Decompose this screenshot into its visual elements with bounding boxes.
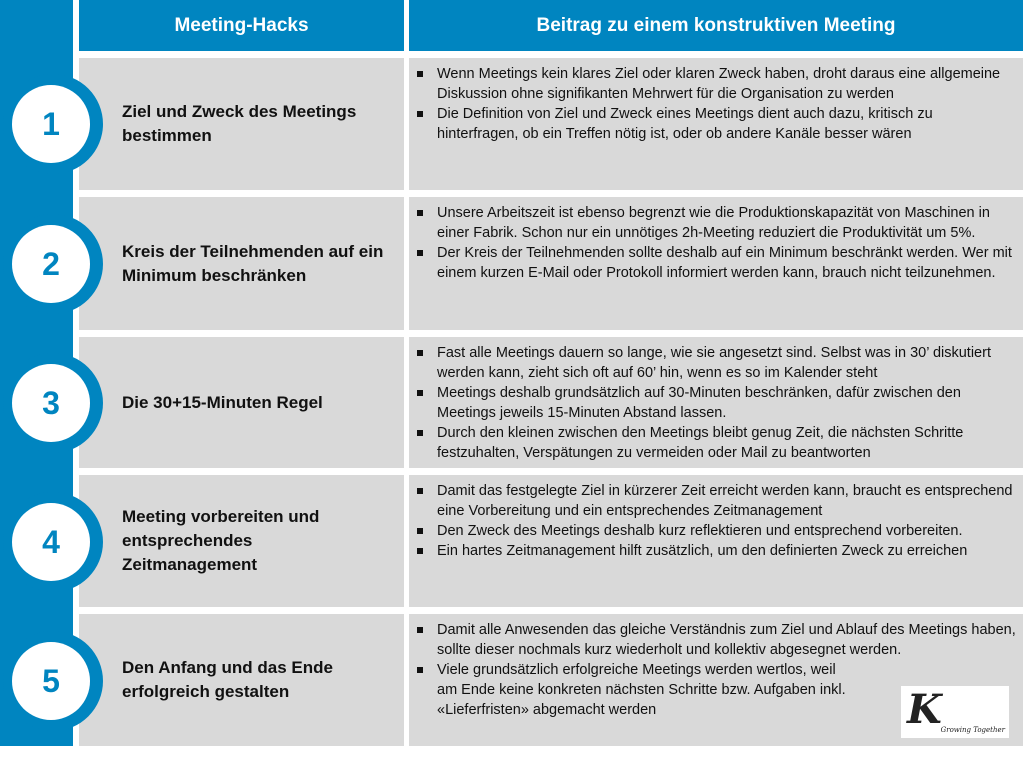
bullet-item: Fast alle Meetings dauern so lange, wie sie angesetzt sind. Selbst was in 30’ diskutiert werden kann, zieht sich oft auf 60’ hin, wenn es so im Kalender steht bbox=[435, 343, 1017, 383]
company-logo bbox=[901, 686, 1009, 738]
bullet-item: Die Definition von Ziel und Zweck eines Meetings dient auch dazu, kritisch zu hinterfragen, ob ein Treffen nötig ist, oder ob andere Kanäle besser wären bbox=[435, 104, 1017, 144]
hack-title: Den Anfang und das Ende erfolgreich gestalten bbox=[122, 658, 333, 701]
header-meeting-hacks: Meeting-Hacks bbox=[79, 0, 404, 51]
number-badge: 5 bbox=[12, 642, 90, 720]
hack-title: Die 30+15-Minuten Regel bbox=[122, 392, 323, 412]
bullet-item: Durch den kleinen zwischen den Meetings bleibt genug Zeit, die nächsten Schritte festzuhalten, Verspätungen zu vermeiden oder Mail zu beantworten bbox=[435, 423, 1017, 463]
table-row bbox=[0, 58, 1023, 190]
bullet-item: Viele grundsätzlich erfolgreiche Meetings werden wertlos, weil am Ende keine konkreten nächsten Schritte bzw. Aufgaben inkl. «Lieferfristen» abgemacht werden bbox=[435, 660, 857, 720]
hack-title-cell bbox=[79, 475, 404, 607]
hack-description-cell bbox=[409, 58, 1023, 190]
logo-letter: K bbox=[907, 686, 942, 733]
hack-title-cell bbox=[79, 337, 404, 468]
hack-title: Kreis der Teilnehmenden auf ein Minimum beschränken bbox=[122, 241, 384, 285]
hack-description-cell bbox=[409, 197, 1023, 330]
bullet-item: Ein hartes Zeitmanagement hilft zusätzlich, um den definierten Zweck zu erreichen bbox=[435, 541, 1017, 561]
bullet-item: Wenn Meetings kein klares Ziel oder klaren Zweck haben, droht daraus eine allgemeine Diskussion ohne signifikanten Mehrwert für die Organisation zu werden bbox=[435, 64, 1017, 104]
hack-title: Meeting vorbereiten und entsprechendes Zeitmanagement bbox=[122, 507, 320, 574]
table-row bbox=[0, 197, 1023, 330]
bullet-item: Damit das festgelegte Ziel in kürzerer Zeit erreicht werden kann, braucht es entsprechend eine Vorbereitung und ein entsprechendes Zeitmanagement bbox=[435, 481, 1017, 521]
number-badge: 1 bbox=[12, 85, 90, 163]
bullet-item: Der Kreis der Teilnehmenden sollte deshalb auf ein Minimum beschränkt werden. Wer mit einem kurzen E-Mail oder Protokoll informiert werden kann, brauch nicht teilzunehmen. bbox=[435, 243, 1017, 283]
hack-description-cell bbox=[409, 614, 1023, 746]
bullet-item: Unsere Arbeitszeit ist ebenso begrenzt wie die Produktionskapazität von Maschinen in einer Fabrik. Schon nur ein unnötiges 2h-Meeting reduziert die Produktivität um 5%. bbox=[435, 203, 1017, 243]
bullet-item: Damit alle Anwesenden das gleiche Verständnis zum Ziel und Ablauf des Meetings haben, sollte dieser nochmals kurz wiederholt und kollektiv abgesegnet werden. bbox=[437, 622, 1016, 658]
header-contribution: Beitrag zu einem konstruktiven Meeting bbox=[409, 0, 1023, 51]
logo-tagline: Growing Together bbox=[940, 726, 1005, 734]
hack-title: Ziel und Zweck des Meetings bestimmen bbox=[122, 102, 357, 145]
hack-title-cell bbox=[79, 197, 404, 330]
table-row bbox=[0, 475, 1023, 607]
hack-description-cell bbox=[409, 337, 1023, 468]
number-badge: 4 bbox=[12, 503, 90, 581]
hack-description-cell bbox=[409, 475, 1023, 607]
table-row bbox=[0, 337, 1023, 468]
bullet-item: Meetings deshalb grundsätzlich auf 30-Minuten beschränken, dafür zwischen den Meetings jeweils 15-Minuten Abstand lassen. bbox=[435, 383, 1017, 423]
number-badge: 3 bbox=[12, 364, 90, 442]
hack-title-cell bbox=[79, 614, 404, 746]
bullet-item: Den Zweck des Meetings deshalb kurz reflektieren und entsprechend vorbereiten. bbox=[435, 521, 1017, 541]
table-row bbox=[0, 614, 1023, 746]
hack-title-cell bbox=[79, 58, 404, 190]
number-badge: 2 bbox=[12, 225, 90, 303]
